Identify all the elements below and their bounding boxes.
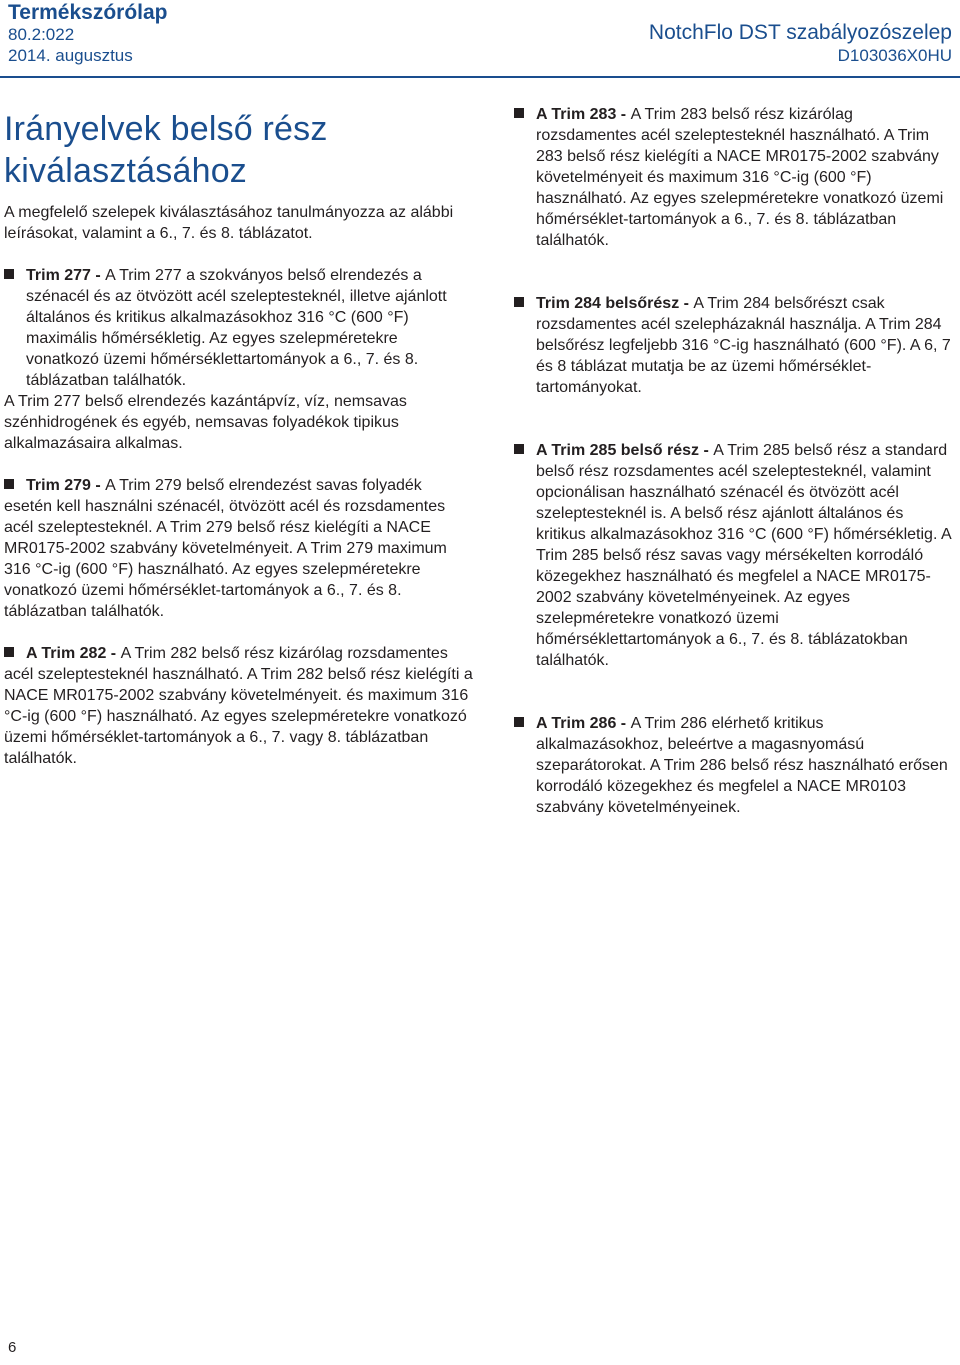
square-bullet-icon	[514, 108, 524, 118]
trim-285-text: A Trim 285 belső rész a standard belső rész rozsdamentes acél szeleptesteknél, valamint opcionálisan használható szénacél és ötvözött acél szeleptesteknél is. A belső rész ajánlott általános és kritikus alkalmazásokhoz 316 °C (600 °F) hőmérsékletig. A Trim 285 belső rész savas vagy mérsékelten korrodáló közegekhez használható és megfelel a NACE MR0175-2002 szabvány követelményeinek. Az egyes szelepméretekre vonatkozó üzemi hőmérséklettartományok a 6., 7. és 8. táblázatokban találhatók.	[536, 442, 951, 669]
trim-282-paragraph	[4, 643, 474, 769]
trim-282-text: A Trim 282 belső rész kizárólag rozsdamentes acél szeleptesteknél használható. A Trim 282 belső rész kielégíti a NACE MR0175-2002 szabvány követelményeit. és maximum 316 °C-ig (600 °F) használható. Az egyes szelepméretekre vonatkozó üzemi hőmérséklet-tartományok a 6., 7. vagy 8. táblázatban találhatók.	[4, 645, 473, 767]
trim-286-paragraph	[536, 713, 952, 818]
square-bullet-icon	[514, 444, 524, 454]
trim-277-paragraph	[26, 265, 474, 391]
trim-279-label: Trim 279 -	[26, 477, 106, 494]
document-date: 2014. augusztus	[8, 46, 133, 65]
trim-283-label: A Trim 283 -	[536, 106, 631, 123]
trim-277-item	[4, 265, 474, 454]
trim-286-label: A Trim 286 -	[536, 715, 631, 732]
page-number: 6	[8, 1339, 17, 1356]
header-divider	[0, 76, 960, 78]
trim-286-item	[512, 713, 952, 818]
document-type: Termékszórólap	[8, 1, 168, 24]
trim-279-item	[4, 475, 474, 622]
trim-283-item	[512, 104, 952, 251]
trim-283-paragraph	[536, 104, 952, 251]
document-code: D103036X0HU	[837, 46, 952, 65]
document-number: 80.2:022	[8, 25, 75, 44]
trim-283-text: A Trim 283 belső rész kizárólag rozsdamentes acél szeleptesteknél használható. A Trim 283 belső rész kielégíti a NACE MR0175-2002 szabvány követelményeit és maximum 316 °C-ig (600 °F) használható. Az egyes szelepméretekre vonatkozó üzemi hőmérséklet-tartományok a 6., 7. és 8. táblázatban találhatók.	[536, 106, 944, 249]
trim-285-item	[512, 440, 952, 671]
trim-277-text: A Trim 277 a szokványos belső elrendezés a szénacél és az ötvözött acél szeleptesteknél, illetve ajánlott általános és kritikus alkalmazásokhoz 316 °C (600 °F) maximális hőmérsékletig. Az egyes szelepméretekre vonatkozó üzemi hőmérséklettartományok a 6., 7. és 8. táblázatban találhatók.	[26, 267, 447, 389]
trim-284-paragraph	[536, 293, 952, 398]
product-title: NotchFlo DST szabályozószelep	[648, 21, 952, 44]
right-column	[512, 104, 952, 818]
square-bullet-icon	[4, 479, 14, 489]
trim-279-text: A Trim 279 belső elrendezést savas folyadék esetén kell használni szénacél, ötvözött acél és rozsdamentes acél szeleptesteknél. A Trim 279 belső rész kielégíti a NACE MR0175-2002 szabvány követelményeit. A Trim 279 maximum 316 °C-ig (600 °F) használható. Az egyes szelepméretekre vonatkozó üzemi hőmérséklet-tartományok a 6., 7. és 8. táblázatban találhatók.	[4, 477, 447, 620]
trim-279-paragraph	[4, 475, 474, 622]
trim-277-label: Trim 277 -	[26, 267, 106, 284]
trim-284-label: Trim 284 belsőrész -	[536, 295, 694, 312]
trim-286-text: A Trim 286 elérhető kritikus alkalmazásokhoz, beleértve a magasnyomású szeparátorokat. A Trim 286 belső rész használható erősen korrodáló közegekhez és megfelel a NACE MR0103 szabvány követelményeinek.	[536, 715, 948, 816]
header-right	[649, 20, 952, 66]
trim-282-item	[4, 643, 474, 769]
left-column	[4, 108, 474, 769]
trim-285-paragraph	[536, 440, 952, 671]
section-title: Irányelvek belső rész kiválasztásához	[4, 110, 328, 190]
trim-285-label: A Trim 285 belső rész -	[536, 442, 714, 459]
square-bullet-icon	[514, 297, 524, 307]
trim-282-label: A Trim 282 -	[26, 645, 121, 662]
trim-284-item	[512, 293, 952, 398]
square-bullet-icon	[514, 717, 524, 727]
trim-284-text: A Trim 284 belsőrészt csak rozsdamentes acél szelepházaknál használja. A Trim 284 belsőrész legfeljebb 316 °C-ig használható (600 °F). A 6, 7 és 8 táblázat mutatja be az üzemi hőmérséklet-tartományokat.	[536, 295, 951, 396]
header-left	[8, 2, 168, 66]
section-intro: A megfelelő szelepek kiválasztásához tanulmányozza az alábbi leírásokat, valamint a 6., 7. és 8. táblázatot.	[4, 204, 454, 242]
square-bullet-icon	[4, 647, 14, 657]
trim-277-text-2: A Trim 277 belső elrendezés kazántápvíz, víz, nemsavas szénhidrogének és egyéb, nemsavas folyadékok tipikus alkalmazásaira alkalmas.	[4, 393, 407, 452]
square-bullet-icon	[4, 269, 14, 279]
